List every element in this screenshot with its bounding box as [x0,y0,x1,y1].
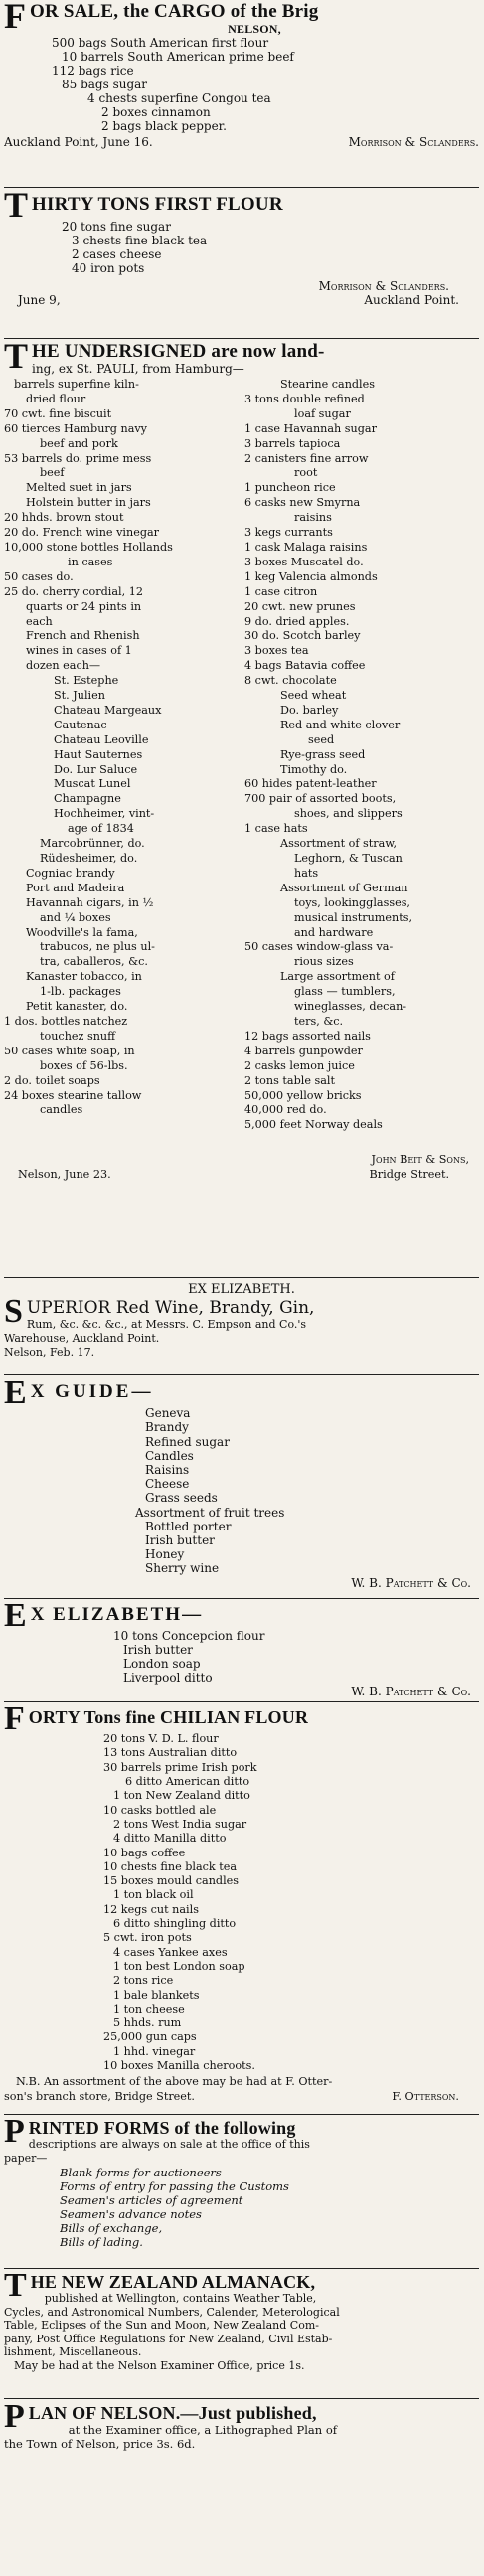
list-line: rious sizes [294,955,354,969]
drop-cap: T [4,2272,27,2304]
list-line: 5,000 feet Norway deals [244,1118,383,1132]
list-line: Petit kanaster, do. [26,1000,128,1014]
list-line: 6 casks new Smyrna [244,496,361,510]
list-line: ters, &c. [294,1014,344,1028]
list-line: 3 boxes Muscatel do. [244,555,364,568]
list-line: hats [294,866,319,880]
list-line: 50,000 yellow bricks [244,1088,362,1102]
list-line: 4 ditto Manilla ditto [113,1832,227,1846]
body-line: published at Wellington, contains Weather Table, [44,2292,317,2305]
ad-heading-row [4,1705,479,1737]
list-line: Large assortment of [280,970,395,984]
drop-cap: S [4,1293,23,1330]
list-line: Seed wheat [280,689,347,703]
list-line: Havannah cigars, in ½ [26,895,154,909]
list-line: 1 ton black oil [113,1888,194,1902]
ad-thirty-tons-flour [4,191,479,338]
list-item: 85 bags sugar [62,78,148,91]
list-line: 4 barrels gunpowder [244,1044,363,1057]
list-line: Holstein butter in jars [26,496,151,510]
list-item: 2 boxes cinnamon [101,105,211,119]
list-line: 1 hhd. vinegar [113,2044,196,2058]
ad-heading-row [4,2272,479,2306]
signature: Morrison & Sclanders. [318,278,449,293]
list-line: trabucos, ne plus ul- [40,940,155,954]
list-line: 1 case citron [244,584,318,598]
list-line: 2 tons West India sugar [113,1817,247,1831]
body-line: the Town of Nelson, price 3s. 6d. [4,2437,196,2451]
list-line: Leghorn, & Tuscan [294,852,403,865]
list-line: 1 case Havannah sugar [244,421,377,435]
item-list [4,1732,479,2073]
list-line: dried flour [26,392,86,405]
list-line: 5 cwt. iron pots [103,1931,192,1945]
list-line: Do. Lur Saluce [54,762,138,776]
heading-block [29,2403,479,2437]
list-line: 4 bags Batavia coffee [244,659,366,673]
list-item: 500 bags South American first flour [52,36,269,50]
list-line: tra, caballeros, &c. [40,955,148,969]
list-line: 12 kegs cut nails [103,1902,199,1916]
body-line: at the Examiner office, a Lithographed Plan of [68,2423,338,2437]
ad-heading-row [4,2118,479,2152]
drop-cap: F [4,1705,25,1737]
ad-heading: LAN OF NELSON.—Just published, [28,2403,317,2423]
list-line: root [294,466,318,480]
ad-nz-almanack [4,2272,479,2397]
list-line: 70 cwt. fine biscuit [4,406,112,420]
nb-line: son's branch store, Bridge Street. [4,2089,195,2103]
list-line: 25 do. cherry cordial, 12 [4,584,143,598]
list-line: musical instruments, [294,910,413,924]
list-line: raisins [294,511,332,525]
list-item: Liverpool ditto [123,1671,213,1686]
list-item: Forms of entry for passing the Customs [60,2179,289,2193]
divider [4,2114,479,2115]
signature: John Beit & Sons, [371,1153,469,1166]
heading-block [31,2272,479,2306]
body-line: Table, Eclipses of the Sun and Moon, New Zealand Com- [4,2319,319,2332]
list-line: 1 case hats [244,822,308,836]
ad-heading-row [4,1379,479,1411]
list-line: Cautenac [54,718,107,731]
divider [4,1277,479,1278]
list-line: shoes, and slippers [294,807,403,821]
list-line: Assortment of straw, [280,837,398,851]
list-line: and hardware [294,925,374,939]
list-line: quarts or 24 pints in [26,599,142,613]
ad-heading-row [4,191,479,225]
list-line: Assortment of fruit trees [135,1505,285,1520]
ad-ex-elizabeth-wine [4,1282,479,1373]
place-date: Auckland Point, June 16. [4,135,153,149]
list-line: 20 tons V. D. L. flour [103,1732,219,1746]
ad-ex-elizabeth-flour [4,1602,479,1701]
ad-heading: HIRTY TONS FIRST FLOUR [32,194,283,215]
list-line: Sherry wine [145,1561,220,1576]
ad-heading: X ELIZABETH— [30,1604,204,1625]
list-line: boxes of 56-lbs. [40,1058,128,1072]
list-line: each [26,614,53,628]
divider [4,2398,479,2399]
list-line: in cases [68,555,113,568]
drop-cap: P [4,2118,25,2150]
list-line: 13 tons Australian ditto [103,1746,238,1760]
list-line: Brandy [145,1420,189,1435]
list-line: Honey [145,1547,185,1562]
place: Auckland Point. [364,292,459,307]
divider [4,338,479,339]
list-item: 10 barrels South American prime beef [62,50,294,64]
ad-ex-guide [4,1379,479,1596]
ad-plan-of-nelson [4,2403,479,2483]
heading-block [27,1298,479,1332]
list-line: 3 kegs currants [244,526,333,540]
drop-cap: E [4,1379,27,1411]
list-line: Raisins [145,1463,190,1477]
list-line: Assortment of German [280,881,408,894]
list-line: Stearine candles [280,378,376,391]
body-line: pany, Post Office Regulations for New Zealand, Civil Estab- [4,2332,333,2345]
list-line: Muscat Lunel [54,777,131,791]
list-line: 4 cases Yankee axes [113,1945,228,1959]
list-item: 40 iron pots [72,260,145,275]
list-line: loaf sugar [294,406,351,420]
list-line: 9 do. dried apples. [244,614,350,628]
list-item: 3 chests fine black tea [72,233,208,247]
list-line: 24 boxes stearine tallow [4,1088,142,1102]
list-item: Seamen's advance notes [60,2207,202,2221]
body-line: paper— [4,2152,48,2165]
signature: Morrison & Sclanders. [348,135,479,149]
list-line: candles [40,1103,83,1117]
list-line: 2 canisters fine arrow [244,451,369,465]
date-place-line [4,293,479,307]
list-line: 15 boxes mould candles [103,1874,240,1888]
heading-block [30,2,479,36]
list-item: 2 cases cheese [72,246,162,261]
list-line: 10 chests fine black tea [103,1859,238,1873]
item-list [4,220,479,275]
list-line: 1 bale blankets [113,1988,200,2002]
ad-subheading: ing, ex St. PAULI, from Hamburg— [32,362,244,376]
list-line: 6 ditto shingling ditto [113,1917,237,1931]
list-line: barrels superfine kiln- [14,378,139,391]
list-item: London soap [123,1657,201,1672]
divider [4,1598,479,1599]
list-line: Champagne [54,792,121,806]
ad-heading: HE NEW ZEALAND ALMANACK, [30,2272,316,2292]
list-line: 50 cases white soap, in [4,1044,135,1057]
ad-heading: RINTED FORMS of the following [28,2118,296,2138]
list-line: Do. barley [280,703,339,717]
list-line: Haut Sauternes [54,747,143,761]
date: Nelson, Feb. 17. [4,1346,95,1359]
list-line: 1 dos. bottles natchez [4,1014,128,1028]
ad-chilian-flour [4,1705,479,2113]
body-line: lishment, Miscellaneous. [4,2345,142,2358]
signature: W. B. Patchett & Co. [351,1685,471,1699]
list-line: 60 tierces Hamburg navy [4,421,148,435]
list-line: wines in cases of 1 [26,644,132,658]
list-item: 4 chests superfine Congou tea [87,91,271,105]
list-line: 1-lb. packages [40,985,121,999]
list-line: Bottled porter [145,1519,232,1533]
date: Nelson, June 23. [18,1167,111,1181]
list-line: Refined sugar [145,1434,230,1449]
list-line: Kanaster tobacco, in [26,970,142,984]
list-item: Seamen's articles of agreement [60,2193,243,2207]
drop-cap: T [4,342,29,376]
list-line: 2 tons table salt [244,1073,335,1087]
list-line: seed [308,732,335,746]
two-column-list [4,378,479,1153]
heading-block [32,342,479,376]
drop-cap: E [4,1602,27,1634]
signature: W. B. Patchett & Co. [351,1575,471,1590]
list-line: Marcobrünner, do. [40,837,145,851]
item-list [4,2166,479,2249]
list-line: Irish butter [145,1533,215,1548]
list-line: 3 boxes tea [244,644,309,658]
list-line: 1 keg Valencia almonds [244,569,378,583]
list-line: beef [40,466,65,480]
item-list [4,1406,479,1575]
list-line: 30 barrels prime Irish pork [103,1760,257,1774]
list-line: 6 ditto American ditto [125,1775,250,1789]
list-item: 112 bags rice [52,64,134,78]
list-line: 1 ton New Zealand ditto [113,1789,250,1803]
list-line: 30 do. Scotch barley [244,629,361,643]
list-line: Red and white clover [280,718,401,731]
list-line: French and Rhenish [26,629,140,643]
list-line: 2 do. toilet soaps [4,1073,100,1087]
list-line: glass — tumblers, [294,985,396,999]
drop-cap: T [4,191,29,225]
list-item: Irish butter [123,1643,193,1658]
list-item: 2 bags black pepper. [101,119,227,133]
divider [4,1701,479,1702]
list-line: Geneva [145,1406,191,1421]
list-line: St. Estephe [54,674,119,688]
ad-heading-row [4,1293,479,1332]
list-line: Port and Madeira [26,881,125,894]
list-line: 10 casks bottled ale [103,1803,217,1817]
divider [4,1374,479,1375]
list-line: Cogniac brandy [26,866,115,880]
list-line: 3 tons double refined [244,392,365,405]
list-line: wineglasses, decan- [294,1000,407,1014]
item-list [4,36,479,133]
list-line: Grass seeds [145,1491,218,1506]
list-line: 700 pair of assorted boots, [244,792,397,806]
list-line: 20 do. French wine vinegar [4,526,160,540]
list-line: 40,000 red do. [244,1103,327,1117]
ad-heading-row [4,342,479,376]
body-line: descriptions are always on sale at the office of this [28,2138,310,2151]
divider [4,2268,479,2269]
right-column [244,378,479,1133]
list-line: Woodville's la fama, [26,925,138,939]
list-line: dozen each— [26,659,101,673]
list-line: Melted suet in jars [26,481,132,495]
list-line: 60 hides patent-leather [244,777,377,791]
ad-printed-forms [4,2118,479,2267]
list-line: 8 cwt. chocolate [244,674,337,688]
list-line: 2 tons rice [113,1974,174,1988]
ad-undersigned-landing [4,342,479,1276]
list-line: toys, lookingglasses, [294,895,410,909]
ad-heading: ORTY Tons fine CHILIAN FLOUR [28,1707,309,1727]
list-line: 10 bags coffee [103,1846,186,1859]
list-line: 53 barrels do. prime mess [4,451,152,465]
list-line: 10 boxes Manilla cheroots. [103,2059,255,2073]
nb-line: N.B. An assortment of the above may be had at F. Otter- [16,2075,333,2089]
list-line: age of 1834 [68,822,134,836]
list-line: Cheese [145,1477,190,1492]
date-place-line [4,1168,479,1183]
list-line: Timothy do. [280,762,348,776]
nb-signature-line [4,2090,479,2104]
list-line: 20 cwt. new prunes [244,599,356,613]
body-line: May be had at the Nelson Examiner Office, price 1s. [14,2358,305,2372]
list-line: 1 puncheon rice [244,481,336,495]
item-list [4,1629,479,1685]
list-line: Chateau Leoville [54,732,149,746]
list-line: Candles [145,1448,194,1463]
list-line: 2 casks lemon juice [244,1058,355,1072]
list-line: Rüdesheimer, do. [40,852,138,865]
list-line: 25,000 gun caps [103,2030,197,2044]
drop-cap: F [4,2,26,36]
list-line: 12 bags assorted nails [244,1029,371,1043]
list-line: 1 ton cheese [113,2002,185,2015]
list-line: touchez snuff [40,1029,116,1043]
ad-heading: HE UNDERSIGNED are now land- [32,342,325,362]
list-line: beef and pork [40,436,118,450]
signature-line [4,135,479,149]
divider [4,187,479,188]
list-item: 20 tons fine sugar [62,219,171,234]
ship-name: NELSON, [228,22,281,36]
list-line: Hochheimer, vint- [54,807,155,821]
list-item: Blank forms for auctioneers [60,2166,222,2179]
signature: F. Otterson. [392,2089,459,2103]
list-line: Rye-grass seed [280,747,366,761]
heading-block [29,2118,479,2152]
ad-heading: UPERIOR Red Wine, Brandy, Gin, [26,1298,315,1318]
list-line: and ¼ boxes [40,910,111,924]
list-line: 1 ton best London soap [113,1959,245,1973]
ad-heading: X GUIDE— [30,1381,154,1402]
date: June 9, [18,292,61,307]
place: Bridge Street. [369,1167,449,1181]
body-line: Warehouse, Auckland Point. [4,1332,160,1345]
list-line: St. Julien [54,689,105,703]
list-line: 50 cases window-glass va- [244,940,394,954]
list-item: Bills of lading. [60,2235,143,2249]
drop-cap: P [4,2403,25,2435]
list-line: 3 barrels tapioca [244,436,341,450]
ad-heading-row [4,2403,479,2437]
list-line: 20 hhds. brown stout [4,511,124,525]
list-line: 50 cases do. [4,569,74,583]
list-item: 10 tons Concepcion flour [113,1629,265,1644]
list-line: 5 hhds. rum [113,2016,182,2030]
ad-heading-row [4,2,479,36]
list-line: Chateau Margeaux [54,703,162,717]
list-line: 10,000 stone bottles Hollands [4,540,173,554]
left-column [4,378,237,1118]
body-line: Rum, &c. &c. &c., at Messrs. C. Empson and Co.'s [26,1318,307,1331]
ad-cargo-brig-nelson [4,2,479,187]
list-item: Bills of exchange, [60,2221,163,2235]
ad-heading: OR SALE, the CARGO of the Brig [30,2,319,22]
ad-title: EX ELIZABETH. [188,1282,295,1297]
list-line: 1 cask Malaga raisins [244,540,368,554]
body-line: Cycles, and Astronomical Numbers, Calender, Meterological [4,2305,340,2319]
ad-heading-row [4,1602,479,1634]
